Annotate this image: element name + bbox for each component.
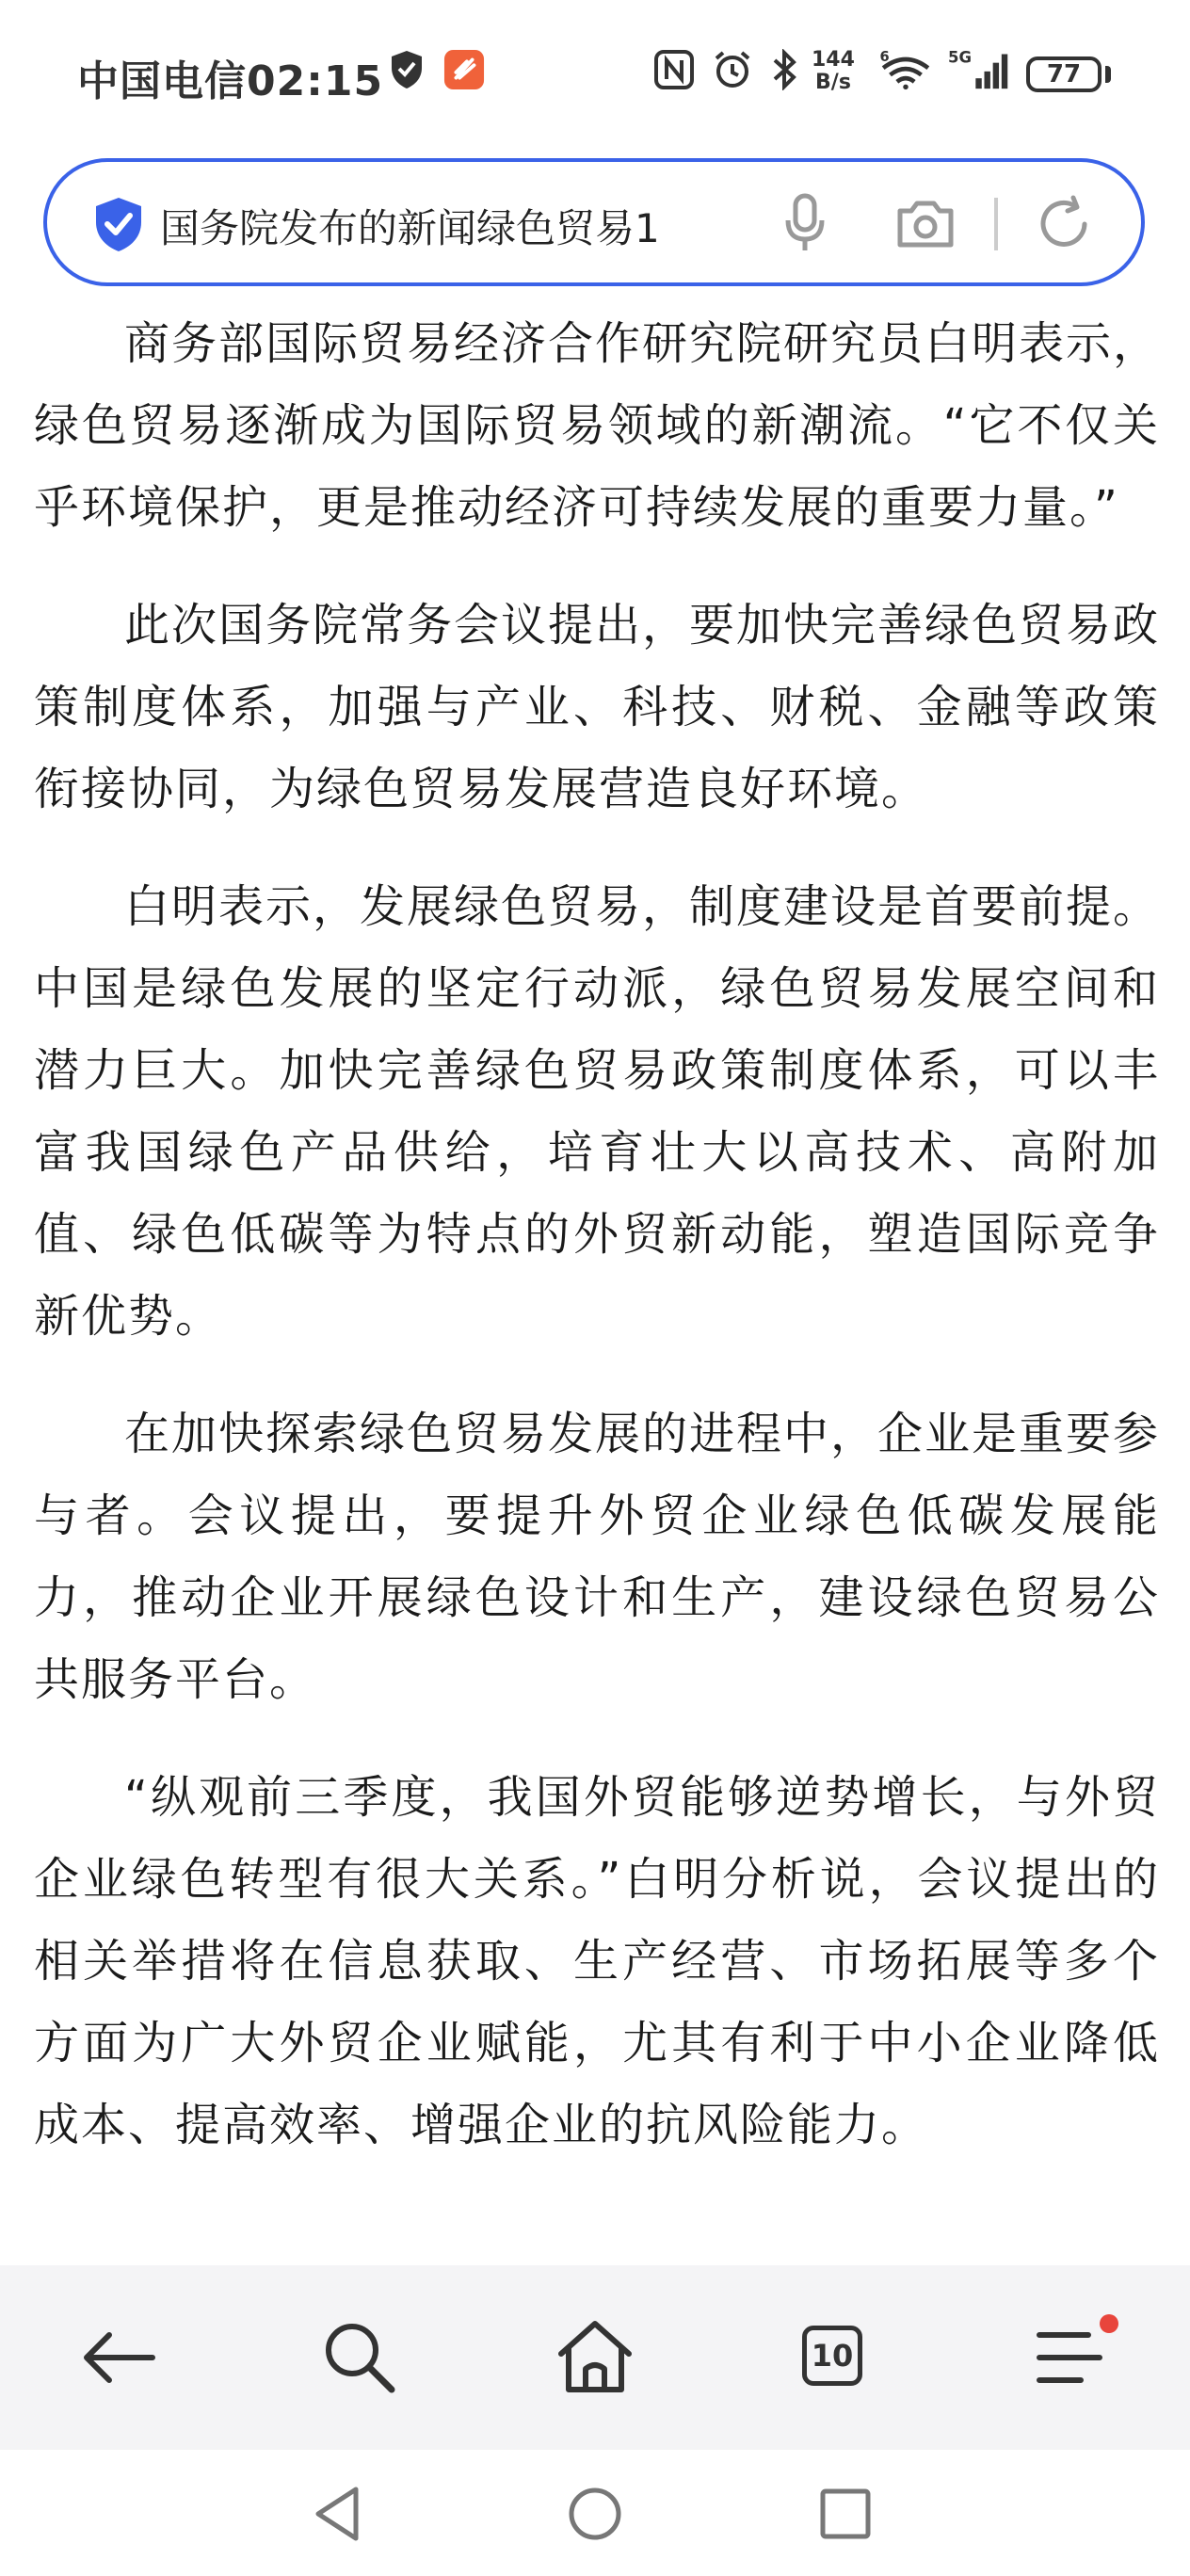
nav-recents-icon[interactable]	[808, 2476, 883, 2552]
battery-tip	[1105, 66, 1111, 83]
status-bar	[0, 0, 1190, 151]
refresh-icon[interactable]	[1034, 194, 1096, 254]
back-button[interactable]	[72, 2310, 166, 2405]
network-speed: 144 B/s	[812, 48, 855, 94]
svg-text:6: 6	[879, 49, 890, 65]
microphone-icon[interactable]	[781, 192, 828, 256]
search-query[interactable]: 国务院发布的新闻绿色贸易1	[160, 205, 660, 251]
camera-icon[interactable]	[894, 196, 957, 250]
tabs-icon: 10	[802, 2326, 862, 2386]
article-paragraph: “纵观前三季度，我国外贸能够逆势增长，与外贸企业绿色转型有很大关系。”白明分析说，会议提出的相关举措将在信息获取、生产经营、市场拓展等多个方面为广大外贸企业赋能，尤其有利于中小企业降低成本、提高效率、增强企业的抗风险能力。	[34, 1771, 1160, 2151]
carrier-time: 中国电信02:15	[77, 57, 384, 105]
home-button[interactable]	[548, 2310, 642, 2405]
alarm-icon	[712, 49, 753, 90]
svg-text:5G: 5G	[948, 49, 973, 67]
search-icon	[313, 2310, 407, 2405]
article-paragraph: 此次国务院常务会议提出，要加快完善绿色贸易政策制度体系，加强与产业、科技、财税、金融等政策衔接协同，为绿色贸易发展营造良好环境。	[34, 599, 1161, 815]
divider	[994, 198, 998, 250]
5g-signal-icon	[945, 49, 1013, 90]
system-nav-bar	[0, 2450, 1190, 2576]
nfc-icon	[653, 49, 695, 90]
search-button[interactable]	[313, 2310, 407, 2405]
article-paragraph: 商务部国际贸易经济合作研究院研究员白明表示，绿色贸易逐渐成为国际贸易领域的新潮流。“它不仅关乎环境保护，更是推动经济可持续发展的重要力量。”	[34, 317, 1161, 534]
menu-notification-dot	[1100, 2314, 1118, 2333]
nav-back-icon[interactable]	[301, 2476, 377, 2552]
back-arrow-icon	[72, 2310, 166, 2405]
tabs-button[interactable]	[785, 2310, 879, 2405]
bluetooth-icon	[770, 49, 798, 90]
nav-home-icon[interactable]	[557, 2476, 633, 2552]
wifi-icon	[876, 49, 936, 90]
search-bar[interactable]	[43, 158, 1145, 286]
article-paragraph: 白明表示，发展绿色贸易，制度建设是首要前提。中国是绿色发展的坚定行动派，绿色贸易发展空间和潜力巨大。加快完善绿色贸易政策制度体系，可以丰富我国绿色产品供给，培育壮大以高技术、高附加值、绿色低碳等为特点的外贸新动能，塑造国际竞争新优势。	[34, 880, 1161, 1343]
battery-indicator: 77	[1026, 56, 1102, 92]
app-notification-icon	[442, 49, 486, 90]
bottom-toolbar	[0, 2265, 1190, 2450]
article-paragraph: 在加快探索绿色贸易发展的进程中，企业是重要参与者。会议提出，要提升外贸企业绿色低碳发展能力，推动企业开展绿色设计和生产，建设绿色贸易公共服务平台。	[34, 1408, 1161, 1706]
home-icon	[548, 2310, 642, 2405]
shield-check-icon	[90, 194, 147, 254]
shield-check-icon	[388, 49, 426, 90]
article-body	[34, 303, 1160, 2202]
